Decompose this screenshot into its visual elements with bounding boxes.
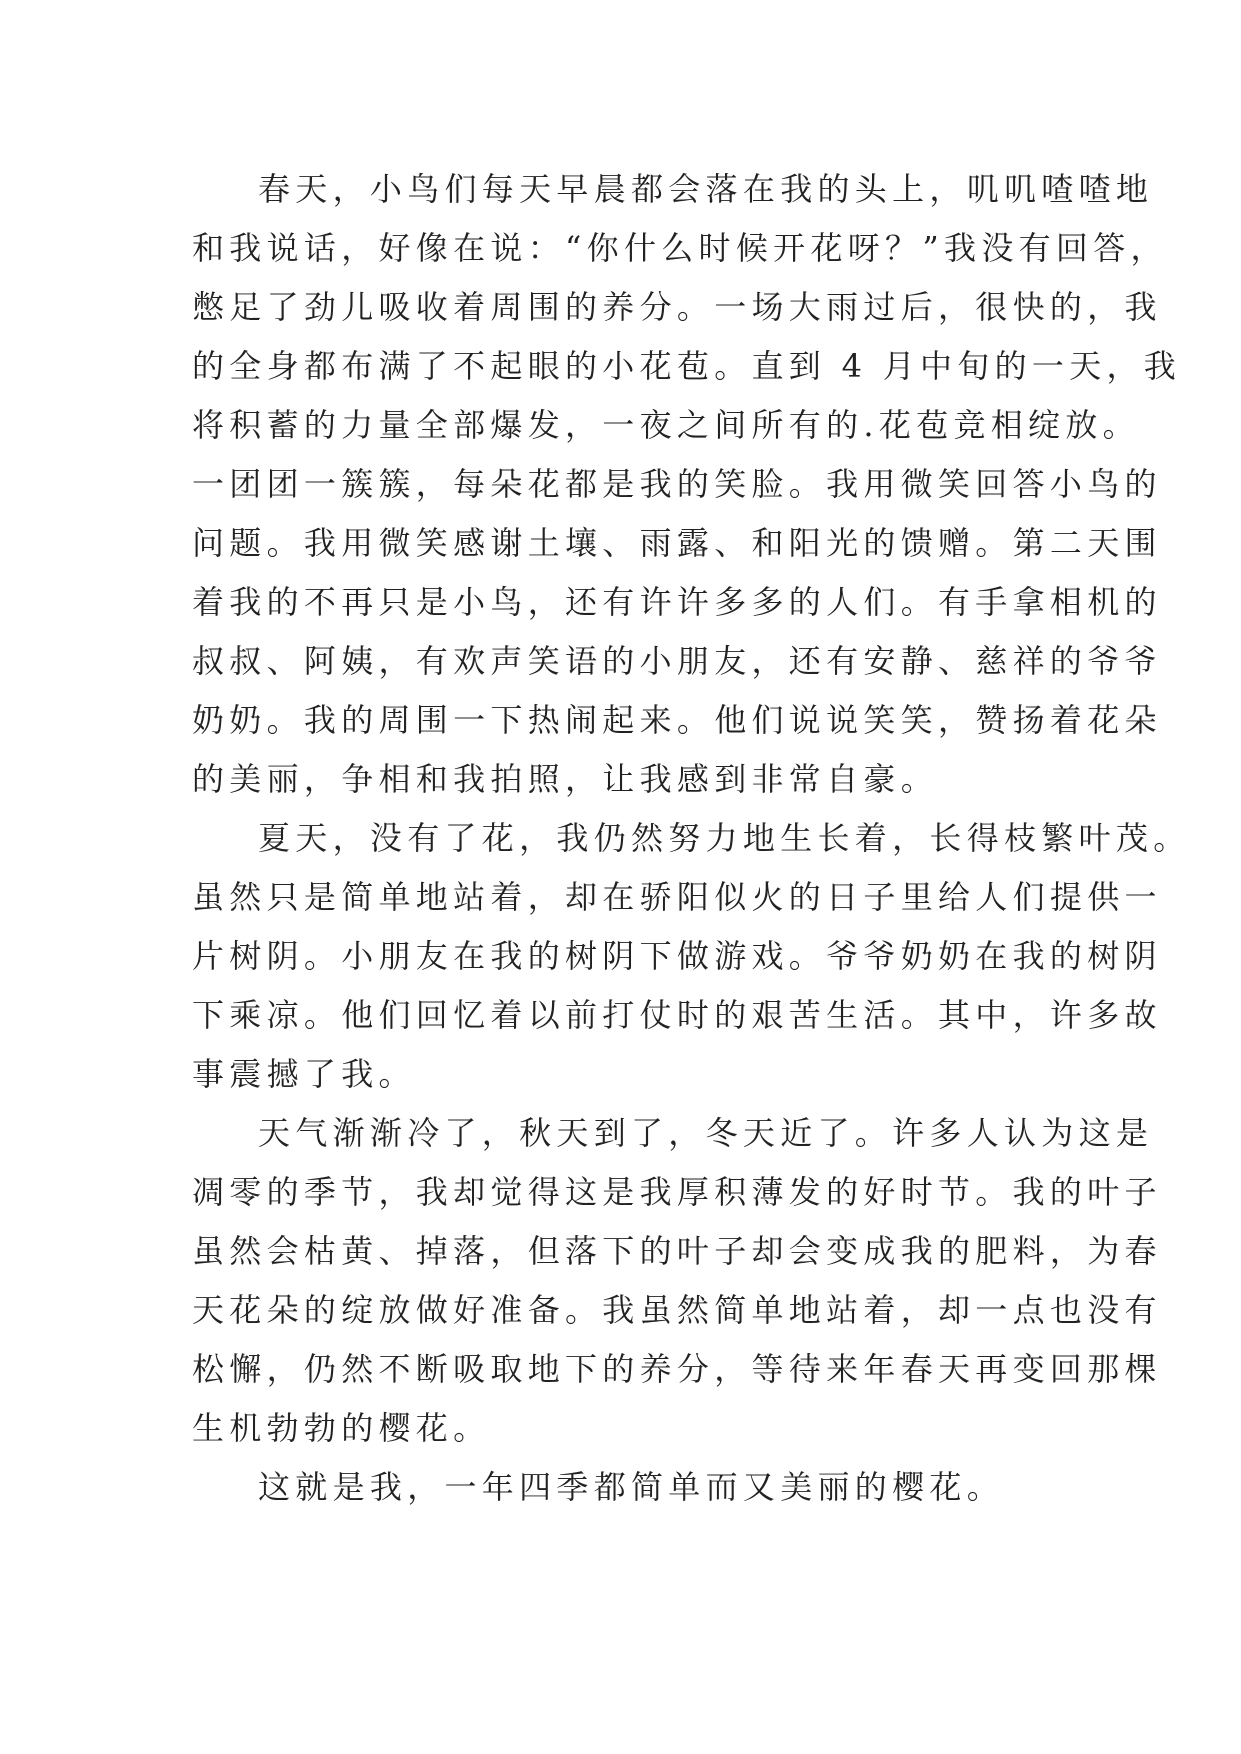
text-line: 松懈，仍然不断吸取地下的养分，等待来年春天再变回那棵 — [192, 1350, 1162, 1388]
text-line: 天花朵的绽放做好准备。我虽然简单地站着，却一点也没有 — [192, 1291, 1162, 1329]
text-line: 虽然只是简单地站着，却在骄阳似火的日子里给人们提供一 — [192, 878, 1162, 916]
text-line: 的全身都布满了不起眼的小花苞。直到 4 月中旬的一天，我 — [192, 347, 1182, 385]
text-line: 春天，小鸟们每天早晨都会落在我的头上，叽叽喳喳地 — [258, 170, 1154, 208]
text-line: 虽然会枯黄、掉落，但落下的叶子却会变成我的肥料，为春 — [192, 1232, 1162, 1270]
text-line: 天气渐渐冷了，秋天到了，冬天近了。许多人认为这是 — [258, 1114, 1154, 1152]
text-line: 和我说话，好像在说：“你什么时候开花呀？”我没有回答， — [192, 229, 1168, 267]
text-line: 片树阴。小朋友在我的树阴下做游戏。爷爷奶奶在我的树阴 — [192, 937, 1162, 975]
text-line: 的美丽，争相和我拍照，让我感到非常自豪。 — [192, 760, 939, 798]
text-line: 夏天，没有了花，我仍然努力地生长着，长得枝繁叶茂。 — [258, 819, 1191, 857]
text-line: 问题。我用微笑感谢土壤、雨露、和阳光的馈赠。第二天围 — [192, 524, 1162, 562]
text-line: 奶奶。我的周围一下热闹起来。他们说说笑笑，赞扬着花朵 — [192, 701, 1162, 739]
text-line: 生机勃勃的樱花。 — [192, 1409, 491, 1447]
text-line: 憋足了劲儿吸收着周围的养分。一场大雨过后，很快的，我 — [192, 288, 1162, 326]
paragraph-autumn-winter — [192, 1104, 1162, 1458]
essay-body — [192, 160, 1191, 1517]
text-line: 叔叔、阿姨，有欢声笑语的小朋友，还有安静、慈祥的爷爷 — [192, 642, 1162, 680]
text-line: 一团团一簇簇，每朵花都是我的笑脸。我用微笑回答小鸟的 — [192, 465, 1162, 503]
text-line: 事震撼了我。 — [192, 1055, 416, 1093]
text-line: 这就是我，一年四季都简单而又美丽的樱花。 — [258, 1468, 1005, 1506]
text-line: 凋零的季节，我却觉得这是我厚积薄发的好时节。我的叶子 — [192, 1173, 1162, 1211]
text-line: 下乘凉。他们回忆着以前打仗时的艰苦生活。其中，许多故 — [192, 996, 1162, 1034]
paragraph-spring — [192, 160, 1182, 809]
paragraph-conclusion — [192, 1458, 1052, 1517]
paragraph-summer — [192, 809, 1191, 1104]
text-line: 着我的不再只是小鸟，还有许许多多的人们。有手拿相机的 — [192, 583, 1162, 621]
text-line: 将积蓄的力量全部爆发，一夜之间所有的.花苞竞相绽放。 — [192, 406, 1140, 444]
